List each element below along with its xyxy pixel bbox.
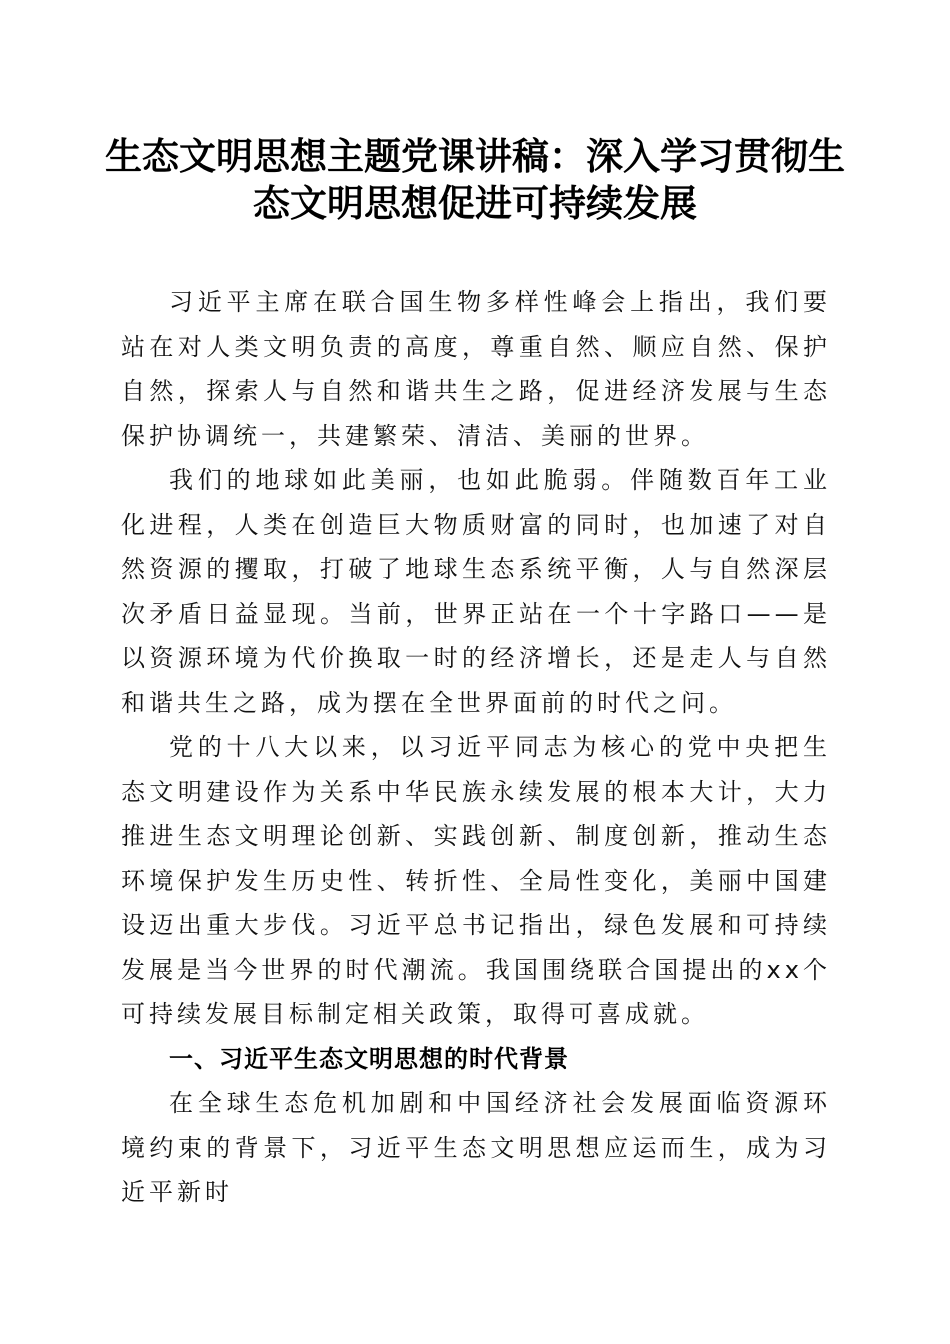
document-body <box>121 280 831 1215</box>
paragraph-3: 党的十八大以来，以习近平同志为核心的党中央把生态文明建设作为关系中华民族永续发展的根本大计，大力推进生态文明理论创新、实践创新、制度创新，推动生态环境保护发生历史性、转折性、全局性变化，美丽中国建设迈出重大步伐。习近平总书记指出，绿色发展和可持续发展是当今世界的时代潮流。我国围绕联合国提出的xx个可持续发展目标制定相关政策，取得可喜成就。 <box>121 733 831 1028</box>
section-1-paragraph: 在全球生态危机加剧和中国经济社会发展面临资源环境约束的背景下，习近平生态文明思想应运而生，成为习近平新时 <box>121 1089 831 1206</box>
document-title <box>100 133 850 227</box>
section-heading-1: 一、习近平生态文明思想的时代背景 <box>169 1044 569 1073</box>
title-line-2: 态文明思想促进可持续发展 <box>253 181 697 225</box>
title-line-1: 生态文明思想主题党课讲稿：深入学习贯彻生 <box>105 134 845 178</box>
paragraph-2: 我们的地球如此美丽，也如此脆弱。伴随数百年工业化进程，人类在创造巨大物质财富的同时，也加速了对自然资源的攫取，打破了地球生态系统平衡，人与自然深层次矛盾日益显现。当前，世界正站在一个十字路口——是以资源环境为代价换取一时的经济增长，还是走人与自然和谐共生之路，成为摆在全世界面前的时代之问。 <box>121 466 831 717</box>
paragraph-1: 习近平主席在联合国生物多样性峰会上指出，我们要站在对人类文明负责的高度，尊重自然、顺应自然、保护自然，探索人与自然和谐共生之路，促进经济发展与生态保护协调统一，共建繁荣、清洁、美丽的世界。 <box>121 288 831 450</box>
